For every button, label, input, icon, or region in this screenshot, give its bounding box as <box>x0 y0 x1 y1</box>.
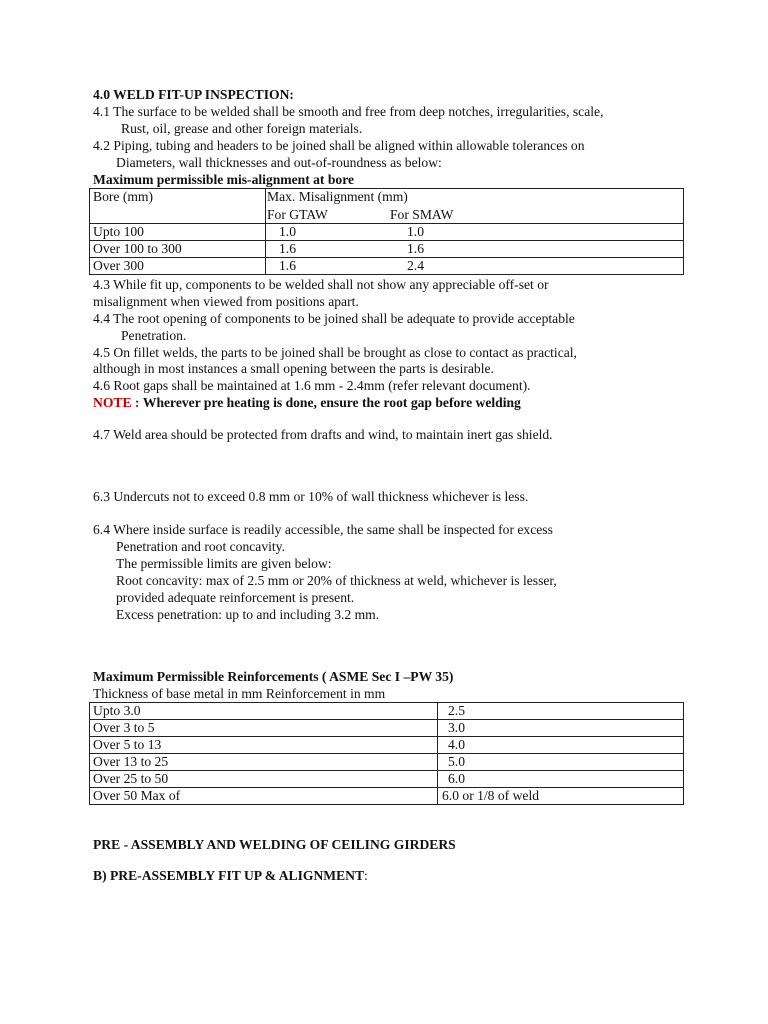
paragraph-4-3-line1: 4.3 While fit up, components to be welded shall not show any appreciable off-set or <box>93 277 549 292</box>
paragraph-4-4-line1: 4.4 The root opening of components to be joined shall be adequate to provide acceptable <box>93 311 575 326</box>
paragraph-4-2-line1: 4.2 Piping, tubing and headers to be joined shall be aligned within allowable tolerances on <box>93 138 585 153</box>
reinforcement-table <box>89 702 684 805</box>
paragraph-4-1-line1: 4.1 The surface to be welded shall be smooth and free from deep notches, irregularities, scale, <box>93 104 604 119</box>
girders-heading: PRE - ASSEMBLY AND WELDING OF CEILING GIRDERS <box>93 837 456 852</box>
fitup-heading-colon: : <box>364 868 368 883</box>
values-cell <box>266 258 684 275</box>
bore-cell: Upto 100 <box>90 224 266 241</box>
reinforcement-cell: 6.0 <box>438 771 684 788</box>
paragraph-6-4-line1: 6.4 Where inside surface is readily accessible, the same shall be inspected for excess <box>93 522 553 537</box>
paragraph-4-2-line2: Diameters, wall thicknesses and out-of-roundness as below: <box>116 155 442 170</box>
thickness-cell: Over 50 Max of <box>90 788 438 805</box>
reinforcement-cell: 4.0 <box>438 737 684 754</box>
table-header-cell <box>266 189 684 224</box>
table-row <box>90 754 684 771</box>
table-row <box>90 737 684 754</box>
thickness-cell: Over 13 to 25 <box>90 754 438 771</box>
note-text: Wherever pre heating is done, ensure the root gap before welding <box>142 395 521 410</box>
smaw-value: 1.0 <box>407 224 424 239</box>
paragraph-4-5-line2: although in most instances a small opening between the parts is desirable. <box>93 361 494 376</box>
reinforcement-cell: 6.0 or 1/8 of weld <box>438 788 684 805</box>
fitup-heading: B) PRE-ASSEMBLY FIT UP & ALIGNMENT <box>93 868 365 883</box>
gtaw-value: 1.6 <box>279 258 296 273</box>
thickness-cell: Over 3 to 5 <box>90 720 438 737</box>
fitup-heading-line <box>93 868 368 885</box>
smaw-subheader: For SMAW <box>390 207 454 222</box>
bore-cell: Over 100 to 300 <box>90 241 266 258</box>
smaw-value: 2.4 <box>407 258 424 273</box>
paragraph-4-1-line2: Rust, oil, grease and other foreign materials. <box>121 121 363 136</box>
values-cell <box>266 241 684 258</box>
values-cell <box>266 224 684 241</box>
thickness-cell: Upto 3.0 <box>90 703 438 720</box>
reinforcement-title: Maximum Permissible Reinforcements ( ASME Sec I –PW 35) <box>93 669 454 684</box>
thickness-cell: Over 25 to 50 <box>90 771 438 788</box>
paragraph-6-4-line3: The permissible limits are given below: <box>116 556 332 571</box>
table-row <box>90 720 684 737</box>
section-4-heading: 4.0 WELD FIT-UP INSPECTION: <box>93 87 294 102</box>
bore-cell: Over 300 <box>90 258 266 275</box>
paragraph-6-4-line6: Excess penetration: up to and including 3.2 mm. <box>116 607 380 622</box>
paragraph-4-6: 4.6 Root gaps shall be maintained at 1.6 mm - 2.4mm (refer relevant document). <box>93 378 531 393</box>
table-row <box>90 241 684 258</box>
paragraph-4-3-line2: misalignment when viewed from positions apart. <box>93 294 359 309</box>
reinforcement-subtitle: Thickness of base metal in mm Reinforcement in mm <box>93 686 386 701</box>
reinforcement-cell: 3.0 <box>438 720 684 737</box>
paragraph-4-7: 4.7 Weld area should be protected from drafts and wind, to maintain inert gas shield. <box>93 427 553 442</box>
paragraph-4-5-line1: 4.5 On fillet welds, the parts to be joined shall be brought as close to contact as practical, <box>93 345 577 360</box>
gtaw-value: 1.6 <box>279 241 296 256</box>
table-row <box>90 258 684 275</box>
paragraph-6-4-line2: Penetration and root concavity. <box>116 539 285 554</box>
thickness-cell: Over 5 to 13 <box>90 737 438 754</box>
reinforcement-cell: 2.5 <box>438 703 684 720</box>
table-row <box>90 703 684 720</box>
smaw-value: 1.6 <box>407 241 424 256</box>
bore-column-header: Bore (mm) <box>93 189 154 204</box>
paragraph-4-4-line2: Penetration. <box>121 328 187 343</box>
paragraph-6-4-line5: provided adequate reinforcement is present. <box>116 590 355 605</box>
paragraph-6-3: 6.3 Undercuts not to exceed 0.8 mm or 10% of wall thickness whichever is less. <box>93 489 529 504</box>
table-row <box>90 788 684 805</box>
note-label: NOTE : <box>93 395 140 410</box>
gtaw-subheader: For GTAW <box>267 207 328 222</box>
table-header-row <box>90 189 684 224</box>
note-line <box>93 395 521 412</box>
table-header-cell <box>90 189 266 224</box>
table-row <box>90 224 684 241</box>
table-row <box>90 771 684 788</box>
misalignment-table <box>89 188 684 275</box>
misalignment-column-header: Max. Misalignment (mm) <box>267 189 408 204</box>
gtaw-value: 1.0 <box>279 224 296 239</box>
misalignment-table-title: Maximum permissible mis-alignment at bore <box>93 172 355 187</box>
reinforcement-cell: 5.0 <box>438 754 684 771</box>
paragraph-6-4-line4: Root concavity: max of 2.5 mm or 20% of thickness at weld, whichever is lesser, <box>116 573 557 588</box>
